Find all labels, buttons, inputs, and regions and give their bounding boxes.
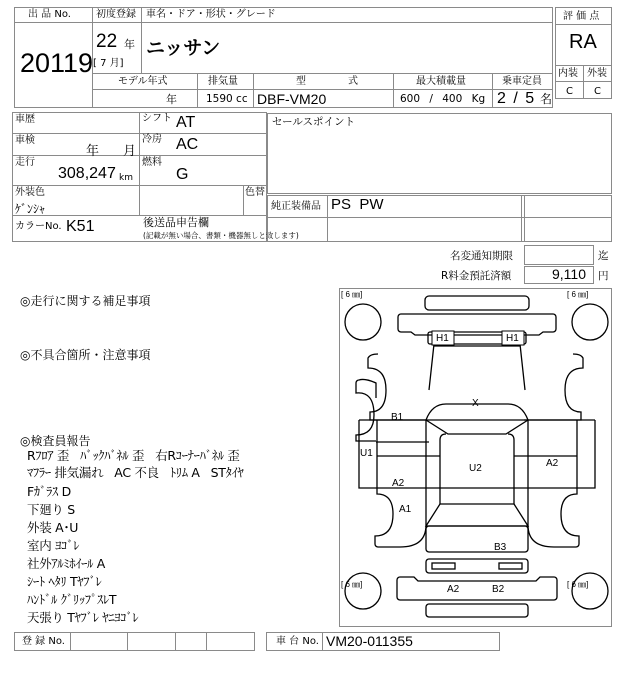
divider xyxy=(12,185,267,186)
model-year-value: 年 xyxy=(166,93,177,106)
divider xyxy=(139,112,140,215)
color-value: ｹﾞﾝｼｬ xyxy=(15,202,46,216)
marker-b3: B3 xyxy=(494,542,507,553)
inspection-label: 車検 xyxy=(15,135,35,146)
color-number-label: カラーNo. xyxy=(15,221,62,232)
mileage-label: 走行 xyxy=(15,157,35,168)
divider xyxy=(197,73,198,108)
post-items-note: (記載が無い場合、書類・機器無しと致します) xyxy=(143,231,299,240)
marker-u2: U2 xyxy=(469,463,482,474)
recycle-fee-value: 9,110 xyxy=(552,266,586,282)
divider xyxy=(12,155,267,156)
inspection-year-unit: 年 xyxy=(86,144,100,159)
report-line: 天張り Tﾔﾌﾞﾚ ﾔﾆﾖｺﾞﾚ xyxy=(27,610,139,625)
first-registration-label: 初度登録 xyxy=(96,9,136,20)
equipment-label: 純正装備品 xyxy=(271,201,321,212)
history-label: 車歴 xyxy=(15,114,35,125)
car-name-label: 車名・ドア・形状・グレード xyxy=(146,9,276,20)
displacement-label: 排気量 xyxy=(208,76,238,87)
color-label: 外装色 xyxy=(15,187,45,198)
exterior-grade: C xyxy=(594,86,601,97)
marker-x: X xyxy=(472,398,479,409)
fuel-value: G xyxy=(176,166,189,183)
capacity-unit: 名 xyxy=(540,92,553,106)
name-change-unit: 迄 xyxy=(598,250,609,262)
rear-right-tire xyxy=(572,573,608,609)
report-line: ﾊﾝﾄﾞﾙ ｸﾞﾘｯﾌﾟｽﾚT xyxy=(27,592,117,607)
report-line: 下廻り S xyxy=(27,502,75,517)
divider xyxy=(524,195,525,242)
divider xyxy=(253,73,254,108)
type-label: 型 xyxy=(296,76,306,87)
rear-fender-right xyxy=(528,488,579,547)
ac-value: AC xyxy=(176,136,199,153)
capacity-value: 2 / 5 xyxy=(497,90,535,107)
divider xyxy=(521,195,522,242)
marker-h1-right: H1 xyxy=(506,333,519,344)
max-load-label: 最大積載量 xyxy=(416,76,466,87)
divider xyxy=(175,632,176,651)
lot-number-label: 出 品 No. xyxy=(28,9,71,20)
chassis-number-value: VM20-011355 xyxy=(326,633,413,649)
hood xyxy=(429,344,525,390)
rear-window xyxy=(426,504,528,526)
front-grille-upper xyxy=(425,296,529,310)
score-value: RA xyxy=(569,31,597,53)
report-line: Rﾌﾛｱ 歪 ﾊﾞｯｸﾊﾞﾈﾙ 歪 右Rｺｰﾅｰﾊﾞﾈﾙ 歪 xyxy=(27,448,240,463)
mileage-value: 308,247 xyxy=(58,165,116,182)
divider xyxy=(327,195,328,242)
front-fender-left xyxy=(368,354,427,420)
first-registration-year: 22 xyxy=(96,31,118,52)
year-unit: 年 xyxy=(124,38,135,51)
rear-left-tire xyxy=(345,573,381,609)
marker-a2-right: A2 xyxy=(546,458,559,469)
interior-grade: C xyxy=(566,86,573,97)
color-change-label: 色替 xyxy=(245,187,265,198)
type-value: DBF-VM20 xyxy=(257,91,327,107)
model-year-label: モデル年式 xyxy=(118,76,168,87)
report-line: ｼｰﾄ ﾍﾀﾘ Tﾔﾌﾞﾚ xyxy=(27,574,102,589)
score-label: 評 価 点 xyxy=(563,11,600,22)
divider xyxy=(70,632,71,651)
report-line: ﾏﾌﾗｰ 排気漏れ AC 不良 ﾄﾘﾑ A STﾀｲﾔ xyxy=(27,465,244,480)
front-left-tire xyxy=(345,304,381,340)
divider xyxy=(206,632,207,651)
rear-fender-left xyxy=(375,488,426,547)
divider xyxy=(92,89,553,90)
inspection-month-unit: 月 xyxy=(123,144,137,159)
tire-size-front-left: [ 6 ㎜] xyxy=(341,290,363,299)
divider xyxy=(92,22,553,23)
divider xyxy=(492,73,493,108)
type-label-2: 式 xyxy=(348,76,358,87)
fuel-label: 燃料 xyxy=(142,157,162,168)
front-left-fender xyxy=(356,379,429,442)
equipment-value: PS PW xyxy=(331,196,384,213)
displacement-value: 1590 cc xyxy=(206,93,248,105)
tire-size-front-right: [ 6 ㎜] xyxy=(567,290,589,299)
divider xyxy=(127,632,128,651)
defects-label: ◎不具合箇所・注意事項 xyxy=(20,348,151,362)
marker-a2-left: A2 xyxy=(392,478,405,489)
report-line: Fｶﾞﾗｽ D xyxy=(27,484,71,499)
front-fender-right xyxy=(524,354,583,420)
divider xyxy=(267,217,612,218)
car-name: ニッサン xyxy=(146,37,221,59)
shift-label: シフト xyxy=(142,113,172,124)
recycle-fee-unit: 円 xyxy=(598,270,609,282)
trunk xyxy=(426,526,528,552)
divider xyxy=(12,215,267,216)
capacity-label: 乗車定員 xyxy=(502,76,542,87)
shift-value: AT xyxy=(176,114,196,131)
report-line: 社外ｱﾙﾐﾎｲｰﾙ A xyxy=(27,556,105,571)
tire-size-rear-right: [ 6 ㎜] xyxy=(567,580,589,589)
max-load-value: 600 / 400 Kg xyxy=(400,93,486,105)
registration-number-label: 登 録 No. xyxy=(22,636,65,647)
divider xyxy=(243,185,244,215)
divider xyxy=(92,73,553,74)
name-change-deadline-field[interactable] xyxy=(524,245,594,265)
divider xyxy=(322,632,323,651)
divider xyxy=(583,65,584,99)
driving-notes-label: ◎走行に関する補足事項 xyxy=(20,294,151,308)
report-line: 外装 A･U xyxy=(27,520,79,535)
chassis-number-label: 車 台 No. xyxy=(276,636,319,647)
name-change-deadline-label: 名変通知期限 xyxy=(450,250,513,262)
interior-label: 内装 xyxy=(558,68,578,79)
marker-u1: U1 xyxy=(360,448,373,459)
inspector-report-label: ◎検査員報告 xyxy=(20,434,91,448)
marker-h1-left: H1 xyxy=(436,333,449,344)
front-right-tire xyxy=(572,304,608,340)
divider xyxy=(393,73,394,108)
rear-bumper xyxy=(397,577,557,600)
color-number-value: K51 xyxy=(66,218,95,235)
rear-plate xyxy=(426,604,528,617)
marker-b1: B1 xyxy=(391,412,404,423)
divider xyxy=(12,133,267,134)
divider xyxy=(14,22,93,23)
sales-point-label: セールスポイント xyxy=(272,116,356,128)
marker-a2-rear: A2 xyxy=(447,584,460,595)
rear-lamp-right xyxy=(499,563,522,569)
mileage-unit: km xyxy=(119,173,133,183)
tire-size-rear-left: [ 6 ㎜] xyxy=(341,580,363,589)
vehicle-damage-diagram xyxy=(339,288,612,627)
marker-a1: A1 xyxy=(399,504,412,515)
recycle-fee-label: R料金預託済額 xyxy=(441,270,512,282)
rear-lamp-left xyxy=(432,563,455,569)
post-items-label: 後送品申告欄 xyxy=(143,216,209,229)
first-registration-month: [ 7 月] xyxy=(93,58,124,69)
divider xyxy=(141,7,142,73)
marker-b2: B2 xyxy=(492,584,505,595)
divider xyxy=(555,24,612,25)
rear-lamp-bar xyxy=(426,559,528,573)
report-line: 室内 ﾖｺﾞﾚ xyxy=(27,538,80,553)
ac-label: 冷房 xyxy=(142,134,162,145)
lot-number: 20119 xyxy=(20,48,94,78)
exterior-label: 外装 xyxy=(587,68,607,79)
